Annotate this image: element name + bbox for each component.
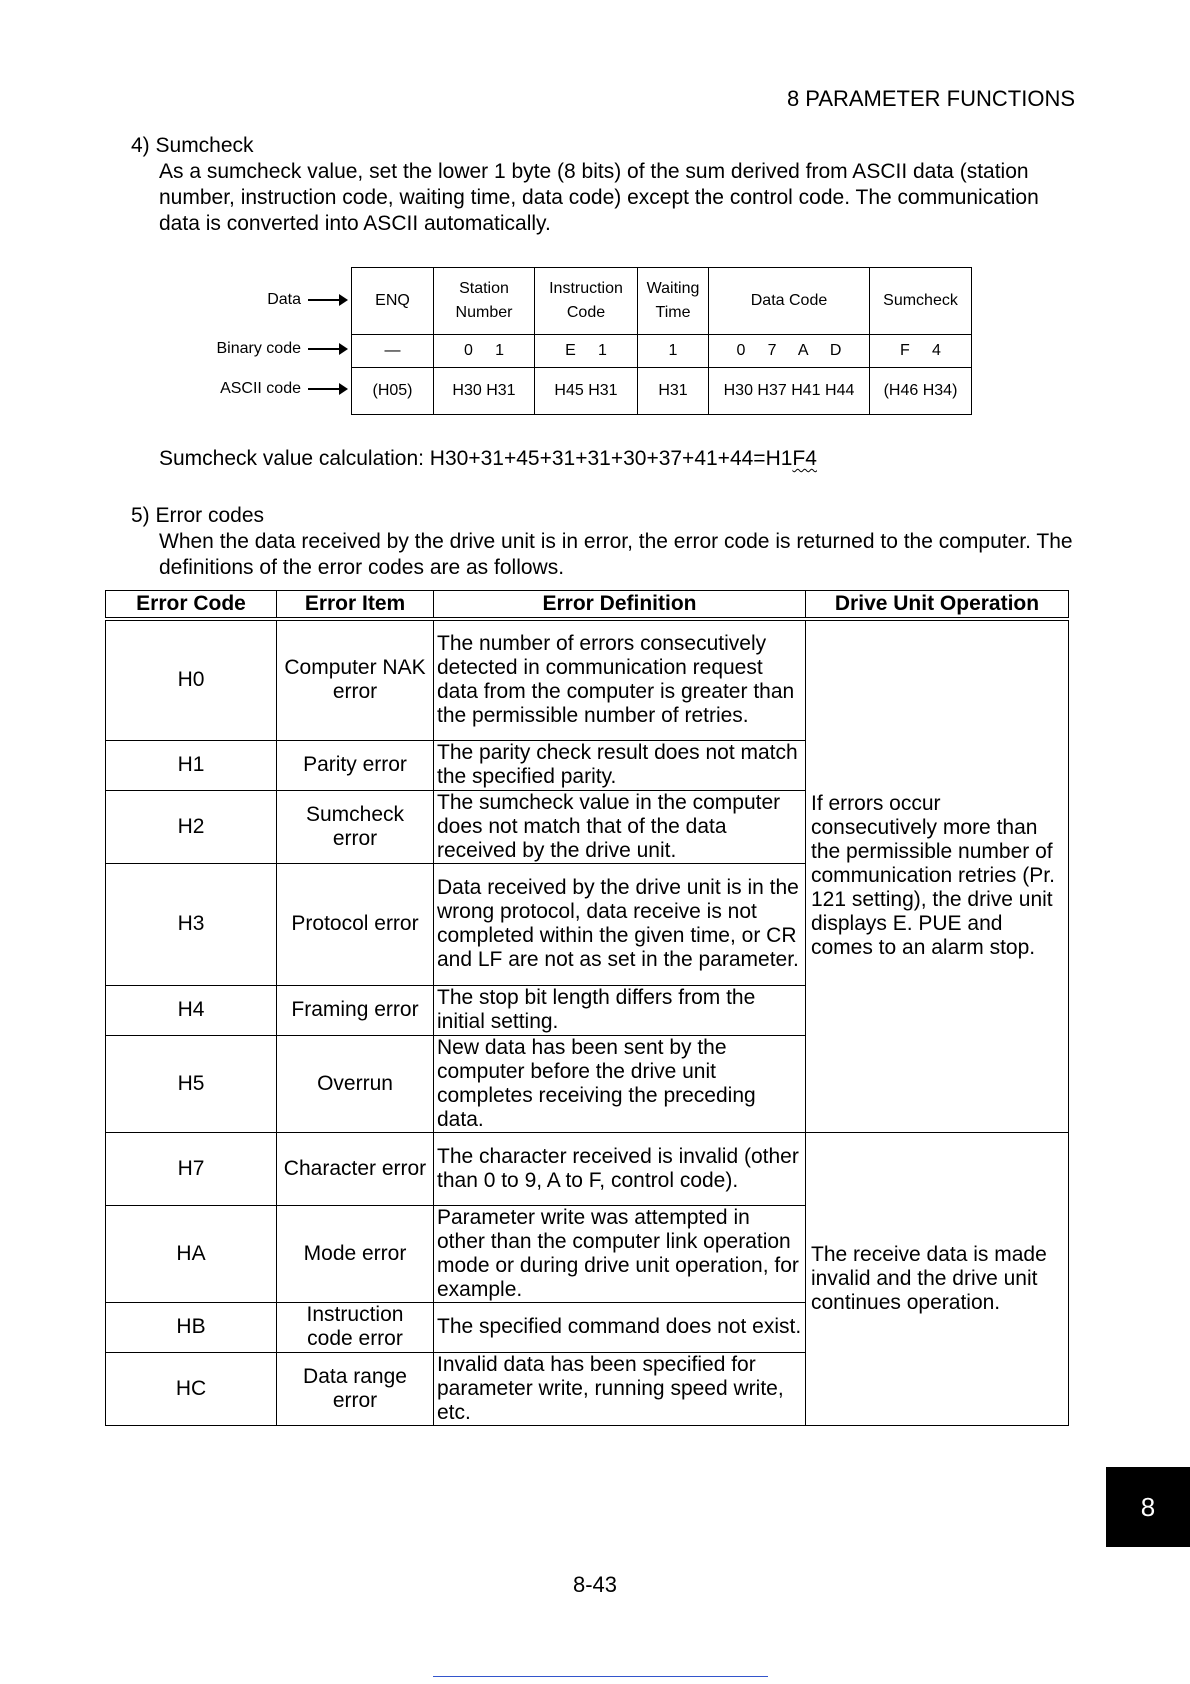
sumcheck-text: As a sumcheck value, set the lower 1 byte (8 bits) of the sum derived from ASCII data (station number, instruction code, waiting time, data code) except the control code. The communication data is converted into ASCII automatically. [159,160,1039,235]
arrow-icon [308,348,346,350]
error-definition: Data received by the drive unit is in the wrong protocol, data receive is not completed within the given time, or CR and LF are not as set in the parameter. [434,863,806,985]
error-item: Sumcheck error [277,790,434,863]
error-definition: Parameter write was attempted in other than the computer link operation mode or during drive unit operation, for example. [434,1205,806,1302]
binary-cell: F 4 [870,335,972,368]
arrow-icon [308,388,346,390]
error-definition: The character received is invalid (other than 0 to 9, A to F, control code). [434,1132,806,1205]
error-code: H1 [106,740,277,790]
arrow-icon [308,299,346,301]
frame-row-ascii [352,368,972,415]
error-code: HA [106,1205,277,1302]
error-code: HB [106,1302,277,1352]
frame-col-instruction: Instruction Code [535,268,638,335]
ascii-cell: (H46 H34) [870,368,972,415]
ascii-cell: H30 H37 H41 H44 [709,368,870,415]
error-code: HC [106,1352,277,1425]
frame-col-enq: ENQ [352,268,434,335]
drive-operation-continue: The receive data is made invalid and the drive unit continues operation. [806,1132,1069,1425]
row-label-ascii: ASCII code [46,380,346,398]
binary-cell: 0 1 [434,335,535,368]
error-codes-text: When the data received by the drive unit is in error, the error code is returned to the computer. The definitions of the error codes are as follows. [159,530,1073,579]
error-code: H4 [106,985,277,1035]
error-item: Data range error [277,1352,434,1425]
binary-cell: 0 7 A D [709,335,870,368]
sumcheck-calculation: Sumcheck value calculation: H30+31+45+31+31+30+37+41+44=H1F4 [159,447,817,470]
error-code: H7 [106,1132,277,1205]
frame-col-waiting: Waiting Time [638,268,709,335]
binary-cell: 1 [638,335,709,368]
error-item: Computer NAK error [277,619,434,740]
footer-rule [433,1676,768,1677]
table-row [106,1132,1069,1205]
error-code: H2 [106,790,277,863]
error-definition: The number of errors consecutively detected in communication request data from the computer is greater than the permissible number of retries. [434,619,806,740]
error-definition: The parity check result does not match the specified parity. [434,740,806,790]
frame-diagram [351,267,972,415]
error-item: Protocol error [277,863,434,985]
binary-cell: E 1 [535,335,638,368]
error-definition: New data has been sent by the computer before the drive unit completes receiving the preceding data. [434,1035,806,1132]
error-code: H5 [106,1035,277,1132]
ascii-cell: H30 H31 [434,368,535,415]
frame-col-datacode: Data Code [709,268,870,335]
frame-row-binary [352,335,972,368]
ascii-cell: H45 H31 [535,368,638,415]
chapter-tab: 8 [1106,1467,1190,1547]
error-item: Mode error [277,1205,434,1302]
error-item: Instruction code error [277,1302,434,1352]
header-error-definition: Error Definition [434,591,806,620]
error-codes-section [131,503,1091,581]
table-row [106,619,1069,740]
binary-cell: — [352,335,434,368]
error-definition: The stop bit length differs from the initial setting. [434,985,806,1035]
header-drive-operation: Drive Unit Operation [806,591,1069,620]
row-label-binary: Binary code [46,340,346,358]
sumcheck-section [131,133,1081,237]
frame-row-data [352,268,972,335]
page-number: 8-43 [572,1572,618,1597]
error-item: Parity error [277,740,434,790]
error-definition: The sumcheck value in the computer does not match that of the data received by the drive unit. [434,790,806,863]
error-item: Framing error [277,985,434,1035]
error-codes-heading: 5) Error codes [131,504,265,527]
section-header: 8 PARAMETER FUNCTIONS [786,86,1075,111]
row-label-data: Data [46,291,346,309]
ascii-cell: (H05) [352,368,434,415]
table-header-row [106,591,1069,620]
drive-operation-alarm: If errors occur consecutively more than the permissible number of communication retries (Pr. 121 setting), the drive unit displays E. PUE and comes to an alarm stop. [806,619,1069,1132]
frame-col-sumcheck: Sumcheck [870,268,972,335]
error-definition: Invalid data has been specified for parameter write, running speed write, etc. [434,1352,806,1425]
header-error-code: Error Code [106,591,277,620]
error-code: H3 [106,863,277,985]
sumcheck-heading: 4) Sumcheck [131,134,254,157]
error-item: Character error [277,1132,434,1205]
error-code-table [105,590,1069,1426]
error-definition: The specified command does not exist. [434,1302,806,1352]
ascii-cell: H31 [638,368,709,415]
error-code: H0 [106,619,277,740]
error-item: Overrun [277,1035,434,1132]
sumcheck-result: F4 [792,447,817,470]
header-error-item: Error Item [277,591,434,620]
frame-col-station: Station Number [434,268,535,335]
